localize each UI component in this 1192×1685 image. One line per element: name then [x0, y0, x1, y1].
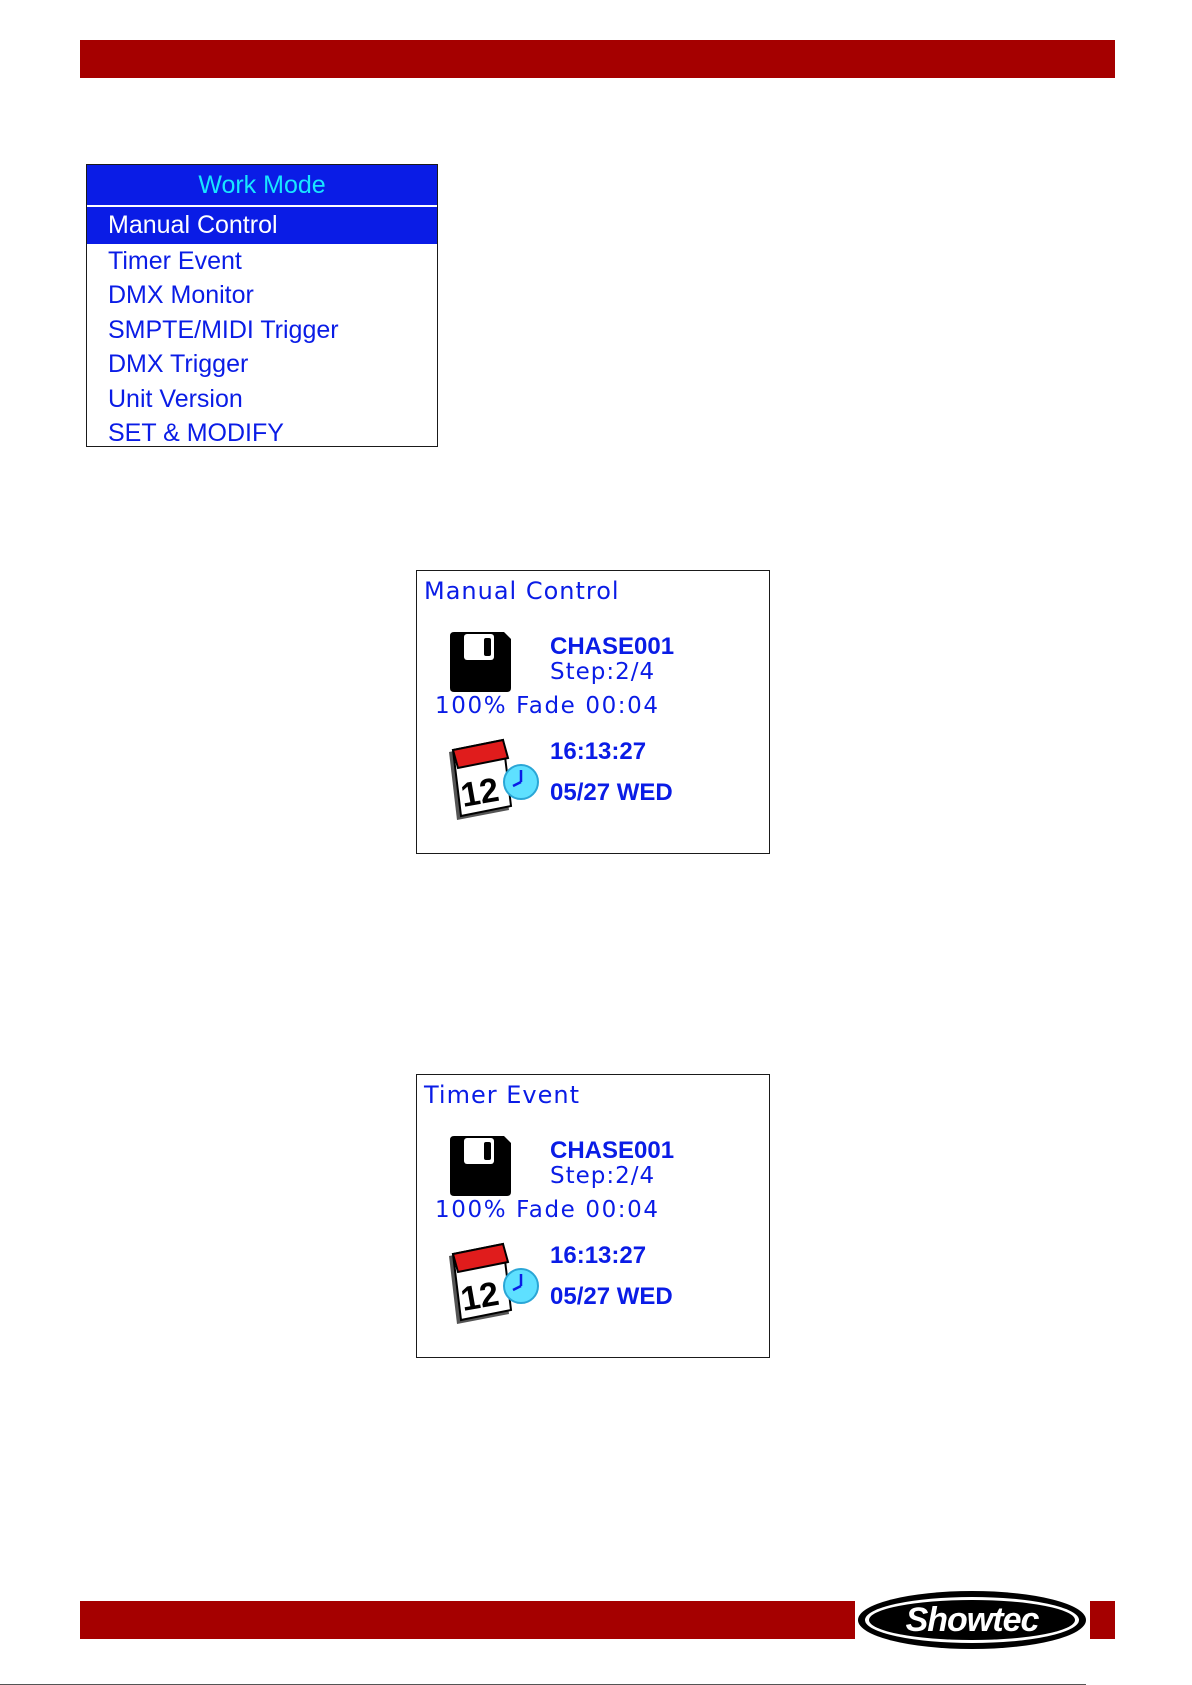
showtec-logo: [855, 1588, 1090, 1652]
calendar-clock-icon: [439, 1242, 544, 1329]
program-name: CHASE001: [550, 1137, 675, 1164]
floppy-disk-icon: [450, 1136, 511, 1201]
menu-item-unit-version[interactable]: Unit Version: [108, 384, 243, 413]
calendar-date: 05/27 WED: [550, 1283, 673, 1310]
lcd-screen-manual-control: [416, 570, 770, 854]
calendar-date: 05/27 WED: [550, 779, 673, 806]
calendar-clock-icon: [439, 738, 544, 825]
work-mode-menu: [86, 164, 438, 447]
floppy-disk-icon: [450, 632, 511, 697]
screen-title: Manual Control: [424, 577, 620, 605]
menu-title: Work Mode: [87, 165, 437, 207]
menu-list: [87, 207, 437, 450]
screen-title: Timer Event: [424, 1081, 580, 1109]
step-indicator: Step:2/4: [550, 659, 656, 685]
step-indicator: Step:2/4: [550, 1163, 656, 1189]
menu-item-set-modify[interactable]: SET & MODIFY: [108, 418, 284, 447]
menu-item-manual-control[interactable]: Manual Control: [87, 207, 437, 244]
calendar-day-text: 12: [457, 1274, 502, 1319]
menu-item-timer-event[interactable]: Timer Event: [108, 247, 242, 275]
fade-readout: 100% Fade 00:04: [435, 1197, 660, 1223]
calendar-day-text: 12: [457, 770, 502, 815]
clock-time: 16:13:27: [550, 1242, 647, 1269]
program-name: CHASE001: [550, 633, 675, 660]
menu-item-smpte-midi-trigger[interactable]: SMPTE/MIDI Trigger: [108, 315, 339, 344]
header-bar: [80, 40, 1115, 78]
logo-text: Showtec: [905, 1601, 1039, 1639]
clock-time: 16:13:27: [550, 738, 647, 765]
menu-item-dmx-trigger[interactable]: DMX Trigger: [108, 350, 249, 379]
lcd-screen-timer-event: [416, 1074, 770, 1358]
menu-item-dmx-monitor[interactable]: DMX Monitor: [108, 281, 254, 310]
fade-readout: 100% Fade 00:04: [435, 693, 660, 719]
